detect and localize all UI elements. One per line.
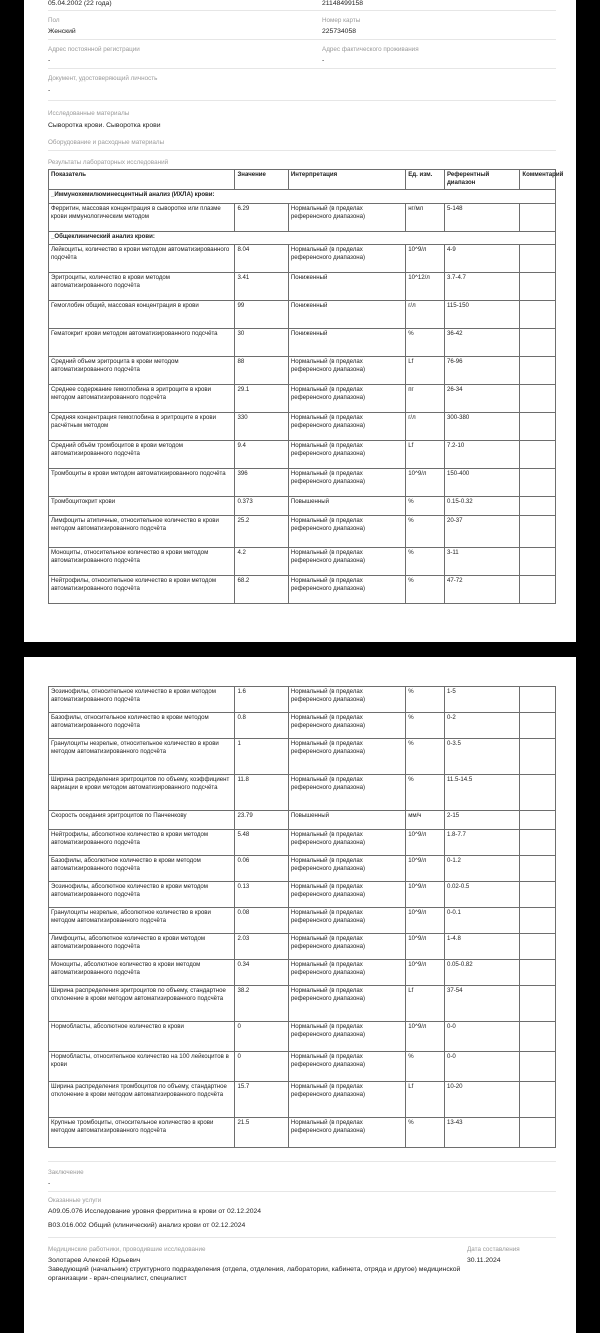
cell-reference: 1-5 (444, 687, 519, 713)
results-table-header (49, 170, 556, 190)
cell-name: Нормобласты, абсолютное количество в крови (49, 1022, 235, 1052)
cell-interpretation: Нормальный (в пределах референсного диапазона) (288, 908, 405, 934)
cell-reference: 3.7-4.7 (444, 272, 519, 300)
cell-comment (520, 515, 556, 547)
cell-unit: % (406, 713, 445, 739)
table-row (49, 960, 556, 986)
section-title: _Иммунохемилюминесцентный анализ (ИХЛА) крови: (49, 189, 556, 203)
table-row (49, 1082, 556, 1118)
cell-name: Средняя концентрация гемоглобина в эритроците в крови расчётным методом (49, 412, 235, 440)
date-value: 30.11.2024 (467, 1257, 501, 1264)
cell-unit: 10^9/л (406, 468, 445, 496)
cell-reference: 37-54 (444, 986, 519, 1022)
table-row (49, 1022, 556, 1052)
cell-comment (520, 1082, 556, 1118)
cell-name: Базофилы, относительное количество в крови методом автоматизированного подсчёта (49, 713, 235, 739)
cell-value: 330 (235, 412, 288, 440)
cell-interpretation: Нормальный (в пределах референсного диапазона) (288, 547, 405, 575)
cell-unit: % (406, 575, 445, 603)
cell-reference: 7.2-10 (444, 440, 519, 468)
cell-reference: 3-11 (444, 547, 519, 575)
cell-comment (520, 203, 556, 231)
cell-value: 8.04 (235, 244, 288, 272)
table-row (49, 547, 556, 575)
table-row (49, 1118, 556, 1148)
cell-name: Гематокрит крови методом автоматизированного подсчёта (49, 328, 235, 356)
cell-name: Среднее содержание гемоглобина в эритроците в крови методом автоматизированного подсчёта (49, 384, 235, 412)
cell-name: Ширина распределения тромбоцитов по объему, стандартное отклонение в крови методом автоматизированного подсчёта (49, 1082, 235, 1118)
id-number: 21148499158 (322, 0, 364, 7)
col-header-unit: Ед. изм. (406, 170, 445, 190)
table-row (49, 775, 556, 811)
results-label: Результаты лабораторных исследований (48, 159, 169, 166)
cell-reference: 300-380 (444, 412, 519, 440)
cell-unit: 10^9/л (406, 908, 445, 934)
cell-name: Средний объём тромбоцитов в крови методом автоматизированного подсчёта (49, 440, 235, 468)
cell-reference: 0-0 (444, 1022, 519, 1052)
cell-value: 9.4 (235, 440, 288, 468)
cell-unit: 10^9/л (406, 830, 445, 856)
table-row (49, 328, 556, 356)
age: (22 года) (83, 0, 112, 7)
cell-unit: 10^12/л (406, 272, 445, 300)
cell-unit: пг (406, 384, 445, 412)
cell-value: 2.03 (235, 934, 288, 960)
table-row (49, 811, 556, 830)
cell-comment (520, 1022, 556, 1052)
service-item: B03.016.002 Общий (клинический) анализ крови от 02.12.2024 (48, 1222, 246, 1229)
cell-name: Крупные тромбоциты, относительное количество в крови методом автоматизированного подсчёта (49, 1118, 235, 1148)
cell-unit: % (406, 739, 445, 775)
cell-value: 5.48 (235, 830, 288, 856)
cell-unit: Lf (406, 440, 445, 468)
cell-name: Нормобласты, относительное количество на 100 лейкоцитов в крови (49, 1052, 235, 1082)
cell-comment (520, 575, 556, 603)
cell-reference: 10-20 (444, 1082, 519, 1118)
cell-interpretation: Нормальный (в пределах референсного диапазона) (288, 575, 405, 603)
cell-reference: 1.8-7.7 (444, 830, 519, 856)
cell-reference: 20-37 (444, 515, 519, 547)
cell-interpretation: Нормальный (в пределах референсного диапазона) (288, 856, 405, 882)
cell-unit: Lf (406, 356, 445, 384)
cell-comment (520, 244, 556, 272)
cell-name: Ширина распределения эритроцитов по объему, стандартное отклонение в крови методом автоматизированного подсчёта (49, 986, 235, 1022)
cell-comment (520, 856, 556, 882)
cell-interpretation: Повышенный (288, 496, 405, 515)
reg-address-label: Адрес постоянной регистрации (48, 46, 140, 53)
cell-name: Ферритин, массовая концентрация в сыворотке или плазме крови иммунологическим методом (49, 203, 235, 231)
birth-date: 05.04.2002 (48, 0, 83, 7)
cell-interpretation: Нормальный (в пределах референсного диапазона) (288, 412, 405, 440)
cell-value: 30 (235, 328, 288, 356)
fact-address-label: Адрес фактического проживания (322, 46, 419, 53)
document-page-2 (24, 657, 576, 1333)
cell-interpretation: Нормальный (в пределах референсного диапазона) (288, 713, 405, 739)
cell-unit: 10^9/л (406, 934, 445, 960)
col-header-comment: Комментарий (520, 170, 556, 190)
cell-reference: 11.5-14.5 (444, 775, 519, 811)
cell-reference: 0.02-0.5 (444, 882, 519, 908)
table-row (49, 272, 556, 300)
materials-label: Исследованные материалы (48, 110, 130, 117)
cell-interpretation: Нормальный (в пределах референсного диапазона) (288, 440, 405, 468)
cell-unit: мм/ч (406, 811, 445, 830)
cell-unit: 10^9/л (406, 856, 445, 882)
cell-comment (520, 547, 556, 575)
col-header-interpretation: Интерпретация (288, 170, 405, 190)
table-row (49, 412, 556, 440)
cell-unit: % (406, 496, 445, 515)
cell-reference: 0-1.2 (444, 856, 519, 882)
cell-comment (520, 775, 556, 811)
cell-reference: 0-3.5 (444, 739, 519, 775)
cell-unit: % (406, 687, 445, 713)
cell-interpretation: Нормальный (в пределах референсного диапазона) (288, 515, 405, 547)
cell-value: 3.41 (235, 272, 288, 300)
cell-name: Моноциты, относительное количество в крови методом автоматизированного подсчёта (49, 547, 235, 575)
cell-interpretation: Нормальный (в пределах референсного диапазона) (288, 244, 405, 272)
cell-unit: % (406, 1118, 445, 1148)
cell-comment (520, 440, 556, 468)
table-row (49, 356, 556, 384)
cell-unit: 10^9/л (406, 244, 445, 272)
table-row (49, 203, 556, 231)
cell-reference: 150-400 (444, 468, 519, 496)
sex-value: Женский (48, 28, 76, 35)
table-row (49, 687, 556, 713)
cell-interpretation: Нормальный (в пределах референсного диапазона) (288, 1082, 405, 1118)
cell-name: Нейтрофилы, абсолютное количество в крови методом автоматизированного подсчёта (49, 830, 235, 856)
table-row (49, 244, 556, 272)
col-header-value: Значение (235, 170, 288, 190)
table-row (49, 1052, 556, 1082)
table-row (49, 934, 556, 960)
col-header-name: Показатель (49, 170, 235, 190)
cell-name: Ширина распределения эритроцитов по объему, коэффициент вариации в крови методом автоматизированного подсчёта (49, 775, 235, 811)
cell-comment (520, 739, 556, 775)
cell-interpretation: Нормальный (в пределах референсного диапазона) (288, 739, 405, 775)
cell-interpretation: Нормальный (в пределах референсного диапазона) (288, 986, 405, 1022)
cell-comment (520, 272, 556, 300)
document-page-1 (24, 0, 576, 642)
cell-value: 0.08 (235, 908, 288, 934)
birth-date-line (48, 0, 112, 7)
cell-reference: 4-9 (444, 244, 519, 272)
cell-interpretation: Пониженный (288, 300, 405, 328)
cell-unit: % (406, 515, 445, 547)
cell-name: Моноциты, абсолютное количество в крови методом автоматизированного подсчёта (49, 960, 235, 986)
cell-name: Лимфоциты атипичные, относительное количество в крови методом автоматизированного подсчёта (49, 515, 235, 547)
cell-unit: % (406, 328, 445, 356)
cell-unit: 10^9/л (406, 882, 445, 908)
cell-name: Лимфоциты, абсолютное количество в крови методом автоматизированного подсчёта (49, 934, 235, 960)
table-row (49, 713, 556, 739)
document-value: - (48, 87, 51, 94)
cell-reference: 0-0.1 (444, 908, 519, 934)
cell-name: Скорость оседания эритроцитов по Панченкову (49, 811, 235, 830)
staff-name: Золотарев Алексей Юрьевич (48, 1257, 141, 1264)
card-value: 225734058 (322, 28, 357, 35)
cell-comment (520, 412, 556, 440)
cell-name: Лейкоциты, количество в крови методом автоматизированного подсчёта (49, 244, 235, 272)
cell-value: 396 (235, 468, 288, 496)
cell-unit: Lf (406, 986, 445, 1022)
table-row (49, 440, 556, 468)
cell-unit: % (406, 1052, 445, 1082)
cell-name: Эозинофилы, абсолютное количество в крови методом автоматизированного подсчёта (49, 882, 235, 908)
cell-interpretation: Нормальный (в пределах референсного диапазона) (288, 203, 405, 231)
cell-reference: 1-4.8 (444, 934, 519, 960)
table-row (49, 300, 556, 328)
cell-name: Тромбоциты в крови методом автоматизированного подсчёта (49, 468, 235, 496)
cell-value: 88 (235, 356, 288, 384)
cell-comment (520, 1118, 556, 1148)
materials-value: Сыворотка крови. Сыворотка крови (48, 122, 161, 129)
table-row (49, 575, 556, 603)
cell-name: Базофилы, абсолютное количество в крови методом автоматизированного подсчёта (49, 856, 235, 882)
table-row (49, 908, 556, 934)
cell-unit: г/л (406, 412, 445, 440)
cell-unit: Lf (406, 1082, 445, 1118)
cell-reference: 26-34 (444, 384, 519, 412)
cell-comment (520, 960, 556, 986)
cell-reference: 76-96 (444, 356, 519, 384)
table-row (49, 882, 556, 908)
staff-position: Заведующий (начальник) структурного подразделения (отдела, отделения, лаборатории, кабинета, отряда и другое) медицинской организации - врач-специалист, специалист (48, 1266, 461, 1282)
cell-unit: % (406, 547, 445, 575)
section-row (49, 189, 556, 203)
cell-reference: 13-43 (444, 1118, 519, 1148)
cell-interpretation: Нормальный (в пределах референсного диапазона) (288, 960, 405, 986)
section-row (49, 231, 556, 244)
cell-name: Тромбоцитокрит крови (49, 496, 235, 515)
cell-value: 38.2 (235, 986, 288, 1022)
cell-interpretation: Нормальный (в пределах референсного диапазона) (288, 384, 405, 412)
cell-comment (520, 713, 556, 739)
table-row (49, 515, 556, 547)
card-label: Номер карты (322, 17, 361, 24)
cell-value: 0 (235, 1052, 288, 1082)
cell-comment (520, 1052, 556, 1082)
cell-comment (520, 496, 556, 515)
cell-interpretation: Нормальный (в пределах референсного диапазона) (288, 882, 405, 908)
reg-address-value: - (48, 57, 51, 64)
sex-label: Пол (48, 17, 60, 24)
cell-name: Эозинофилы, относительное количество в крови методом автоматизированного подсчёта (49, 687, 235, 713)
cell-value: 0.13 (235, 882, 288, 908)
cell-comment (520, 328, 556, 356)
cell-value: 1.6 (235, 687, 288, 713)
results-table-2 (48, 686, 556, 1148)
cell-name: Нейтрофилы, относительное количество в крови методом автоматизированного подсчёта (49, 575, 235, 603)
cell-value: 11.8 (235, 775, 288, 811)
cell-reference: 115-150 (444, 300, 519, 328)
cell-interpretation: Нормальный (в пределах референсного диапазона) (288, 1052, 405, 1082)
conclusion-value: - (48, 1180, 51, 1187)
cell-interpretation: Нормальный (в пределах референсного диапазона) (288, 468, 405, 496)
cell-interpretation: Нормальный (в пределах референсного диапазона) (288, 356, 405, 384)
service-item: A09.05.076 Исследование уровня ферритина в крови от 02.12.2024 (48, 1208, 262, 1215)
table-row (49, 856, 556, 882)
cell-interpretation: Пониженный (288, 328, 405, 356)
cell-interpretation: Нормальный (в пределах референсного диапазона) (288, 1022, 405, 1052)
table-row (49, 830, 556, 856)
cell-value: 23.79 (235, 811, 288, 830)
table-row (49, 986, 556, 1022)
cell-interpretation: Пониженный (288, 272, 405, 300)
cell-value: 68.2 (235, 575, 288, 603)
cell-comment (520, 882, 556, 908)
cell-reference: 0.15-0.32 (444, 496, 519, 515)
cell-reference: 36-42 (444, 328, 519, 356)
table-row (49, 384, 556, 412)
cell-unit: % (406, 775, 445, 811)
cell-comment (520, 384, 556, 412)
cell-reference: 5-148 (444, 203, 519, 231)
cell-reference: 2-15 (444, 811, 519, 830)
cell-unit: нг/мл (406, 203, 445, 231)
cell-value: 21.5 (235, 1118, 288, 1148)
cell-unit: 10^9/л (406, 960, 445, 986)
table-row (49, 739, 556, 775)
cell-name: Гемоглобин общий, массовая концентрация в крови (49, 300, 235, 328)
cell-value: 99 (235, 300, 288, 328)
cell-comment (520, 687, 556, 713)
conclusion-label: Заключение (48, 1169, 84, 1176)
cell-value: 25.2 (235, 515, 288, 547)
cell-comment (520, 356, 556, 384)
staff-label: Медицинские работники, проводившие исследование (48, 1246, 206, 1253)
cell-value: 0.8 (235, 713, 288, 739)
services-label: Оказанные услуги (48, 1197, 102, 1204)
cell-name: Гранулоциты незрелые, относительное количество в крови методом автоматизированного подсчёта (49, 739, 235, 775)
cell-comment (520, 300, 556, 328)
results-table-1 (48, 169, 564, 604)
cell-value: 0 (235, 1022, 288, 1052)
cell-interpretation: Нормальный (в пределах референсного диапазона) (288, 934, 405, 960)
cell-interpretation: Повышенный (288, 811, 405, 830)
cell-interpretation: Нормальный (в пределах референсного диапазона) (288, 775, 405, 811)
cell-name: Гранулоциты незрелые, абсолютное количество в крови методом автоматизированного подсчёта (49, 908, 235, 934)
cell-value: 15.7 (235, 1082, 288, 1118)
table-row (49, 468, 556, 496)
cell-name: Средний объем эритроцита в крови методом автоматизированного подсчёта (49, 356, 235, 384)
cell-reference: 0-2 (444, 713, 519, 739)
document-label: Документ, удостоверяющий личность (48, 75, 158, 82)
cell-comment (520, 830, 556, 856)
cell-comment (520, 986, 556, 1022)
equipment-label: Оборудование и расходные материалы (48, 139, 165, 146)
cell-reference: 47-72 (444, 575, 519, 603)
cell-unit: 10^9/л (406, 1022, 445, 1052)
cell-reference: 0-0 (444, 1052, 519, 1082)
cell-interpretation: Нормальный (в пределах референсного диапазона) (288, 1118, 405, 1148)
table-row (49, 496, 556, 515)
cell-name: Эритроциты, количество в крови методом автоматизированного подсчёта (49, 272, 235, 300)
cell-value: 0.06 (235, 856, 288, 882)
cell-interpretation: Нормальный (в пределах референсного диапазона) (288, 687, 405, 713)
section-title: _Общеклинический анализ крови: (49, 231, 556, 244)
cell-value: 6.29 (235, 203, 288, 231)
cell-value: 0.34 (235, 960, 288, 986)
fact-address-value: - (322, 57, 325, 64)
cell-value: 0.373 (235, 496, 288, 515)
cell-comment (520, 934, 556, 960)
date-label: Дата составления (467, 1246, 520, 1253)
cell-comment (520, 811, 556, 830)
cell-reference: 0.05-0.82 (444, 960, 519, 986)
cell-value: 1 (235, 739, 288, 775)
cell-comment (520, 468, 556, 496)
cell-value: 4.2 (235, 547, 288, 575)
cell-interpretation: Нормальный (в пределах референсного диапазона) (288, 830, 405, 856)
cell-unit: г/л (406, 300, 445, 328)
cell-comment (520, 908, 556, 934)
col-header-reference: Референтный диапазон (444, 170, 519, 190)
cell-value: 29.1 (235, 384, 288, 412)
